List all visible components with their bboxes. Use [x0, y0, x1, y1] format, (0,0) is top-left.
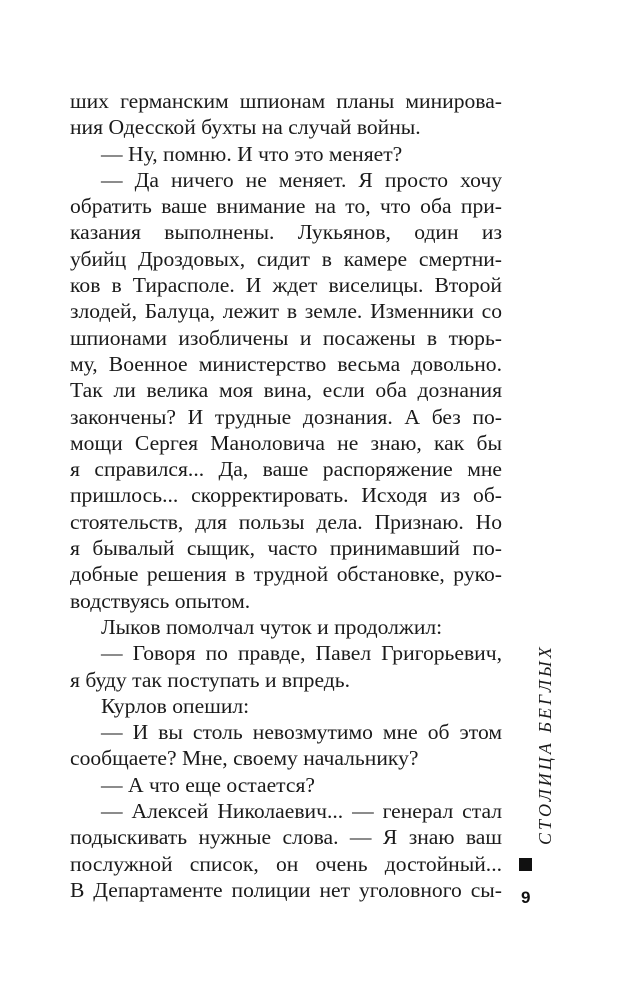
text-line: подыскивать нужные слова. — Я знаю ваш — [70, 825, 502, 850]
text-line: ния Одесской бухты на случай войны. — [70, 115, 421, 140]
text-line: сообщаете? Мне, своему начальнику? — [70, 746, 419, 771]
body-text — [70, 88, 502, 903]
text-line: шпионами изобличены и посажены в тюрь- — [70, 325, 502, 350]
text-line: злодей, Балуца, лежит в земле. Изменники со — [70, 299, 502, 324]
text-line: я бывалый сыщик, часто принимавший по- — [70, 536, 502, 561]
text-line: Так ли велика моя вина, если оба дознания — [70, 378, 502, 403]
text-line: обратить ваше внимание на то, что оба при- — [70, 194, 502, 219]
text-line: — Ну, помню. И что это меняет? — [101, 141, 403, 166]
text-line: — Говоря по правде, Павел Григорьевич, — [101, 641, 502, 666]
text-line: Курлов опешил: — [101, 693, 250, 718]
text-line: пришлось... скорректировать. Исходя из об- — [70, 483, 502, 508]
text-line: — А что еще остается? — [101, 772, 315, 797]
text-line: послужной список, он очень достойный... — [70, 851, 502, 876]
text-line: му, Военное министерство весьма довольно. — [70, 351, 502, 376]
running-head-marker — [519, 858, 532, 871]
text-line: стоятельств, для пользы дела. Признаю. Но — [70, 509, 502, 534]
text-line: казания выполнены. Лукьянов, один из — [70, 220, 502, 245]
text-line: водствуясь опытом. — [70, 588, 251, 613]
text-line: убийц Дроздовых, сидит в камере смертни- — [70, 246, 502, 271]
page-number: 9 — [521, 888, 531, 907]
text-line: ших германским шпионам планы минирова- — [70, 89, 502, 113]
text-line: Лыков помолчал чуток и продолжил: — [101, 614, 443, 639]
text-line: — И вы столь невозмутимо мне об этом — [101, 720, 502, 745]
text-line: ков в Тирасполе. И ждет виселицы. Второй — [70, 273, 502, 298]
text-line: закончены? И трудные дознания. А без по- — [70, 404, 502, 429]
text-line: я буду так поступать и впредь. — [70, 667, 351, 692]
text-line: мощи Сергея Маноловича не знаю, как бы — [70, 430, 502, 455]
text-line: — Алексей Николаевич... — генерал стал — [101, 799, 502, 824]
text-line: В Департаменте полиции нет уголовного сы- — [70, 877, 502, 902]
running-head: СТОЛИЦА БЕГЛЫХ — [535, 644, 555, 845]
text-line: — Да ничего не меняет. Я просто хочу — [101, 167, 502, 192]
text-line: добные решения в трудной обстановке, руко- — [70, 562, 502, 587]
text-line: я справился... Да, ваше распоряжение мне — [70, 457, 502, 482]
